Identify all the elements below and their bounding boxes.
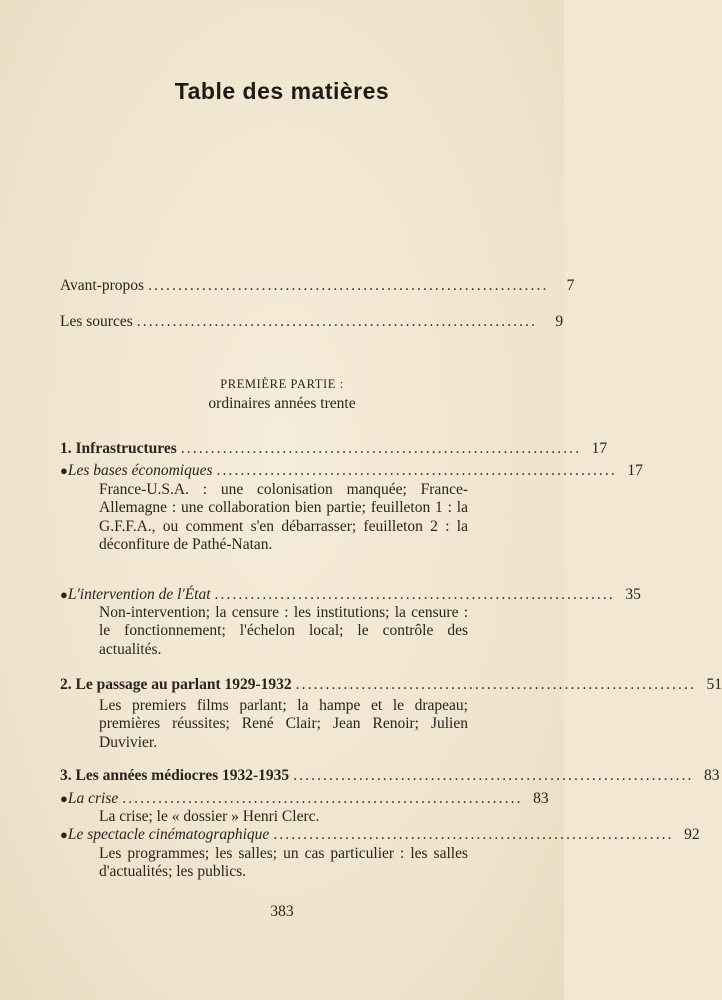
section-entry [60, 586, 641, 606]
section-title: Les bases économiques [67, 462, 213, 479]
dot-leader: ................................................................... [180, 440, 582, 457]
page-number: 383 [270, 903, 294, 920]
dot-leader: ................................................................... [273, 826, 674, 843]
dot-leader: ................................................................... [293, 767, 694, 784]
chapter-3-entry [60, 767, 720, 787]
toc-entry-label: Avant-propos [60, 277, 145, 294]
dot-leader: ................................................................... [122, 790, 523, 807]
bullet-icon: ● [60, 791, 68, 806]
section-page: 83 [533, 790, 549, 807]
section-details: Les programmes; les salles; un cas particulier : les salles d'actualités; les publics. [99, 845, 468, 881]
section-entry [60, 826, 700, 846]
section-entry [60, 462, 643, 482]
dot-leader: ................................................................... [148, 277, 549, 294]
bullet-icon: ● [60, 587, 68, 602]
bullet-icon: ● [60, 463, 68, 478]
section-page: 92 [684, 826, 700, 843]
section-title: L'intervention de l'État [67, 586, 211, 603]
chapter-title: 2. Le passage au parlant 1929-1932 [60, 676, 292, 693]
part-subtitle: ordinaires années trente [208, 395, 356, 412]
chapter-page: 51 [706, 676, 722, 693]
toc-entry-page: 9 [555, 313, 564, 330]
chapter-title: 3. Les années médiocres 1932-1935 [60, 767, 290, 784]
section-title: La crise [67, 790, 119, 807]
section-details: France-U.S.A. : une colonisation manquée; France-Allemagne : une collaboration bien partie; feuilleton 1 : la G.F.F.A., ou comment s'en débarrasser; feuilleton 2 : la déconfiture de Pathé-Natan. [99, 481, 468, 554]
dot-leader: ................................................................... [214, 586, 615, 603]
page-title: Table des matières [174, 78, 390, 104]
dot-leader: ................................................................... [295, 676, 696, 693]
section-details: La crise; le « dossier » Henri Clerc. [99, 808, 320, 825]
chapter-1-entry [60, 440, 608, 460]
section-details: Non-intervention; la censure : les institutions; la censure : le fonctionnement; l'échelon local; le contrôle des actualités. [99, 604, 468, 658]
dot-leader: ................................................................... [216, 462, 617, 479]
section-entry [60, 790, 549, 810]
chapter-details: Les premiers films parlant; la hampe et le drapeau; premières réussites; René Clair; Jean Renoir; Julien Duvivier. [99, 697, 468, 751]
dot-leader: ................................................................... [136, 313, 538, 330]
section-page: 17 [627, 462, 643, 479]
section-title: Le spectacle cinématographique [67, 826, 270, 843]
chapter-page: 83 [704, 767, 720, 784]
chapter-page: 17 [591, 440, 608, 457]
section-page: 35 [625, 586, 641, 603]
part-heading: PREMIÈRE PARTIE : [220, 377, 344, 391]
toc-entry-page: 7 [566, 277, 575, 294]
toc-entry-les-sources [60, 313, 564, 333]
bullet-icon: ● [60, 827, 68, 842]
chapter-title: 1. Infrastructures [60, 440, 177, 457]
chapter-2-entry [60, 676, 722, 696]
toc-entry-avant-propos [60, 277, 575, 297]
toc-entry-label: Les sources [60, 313, 133, 330]
